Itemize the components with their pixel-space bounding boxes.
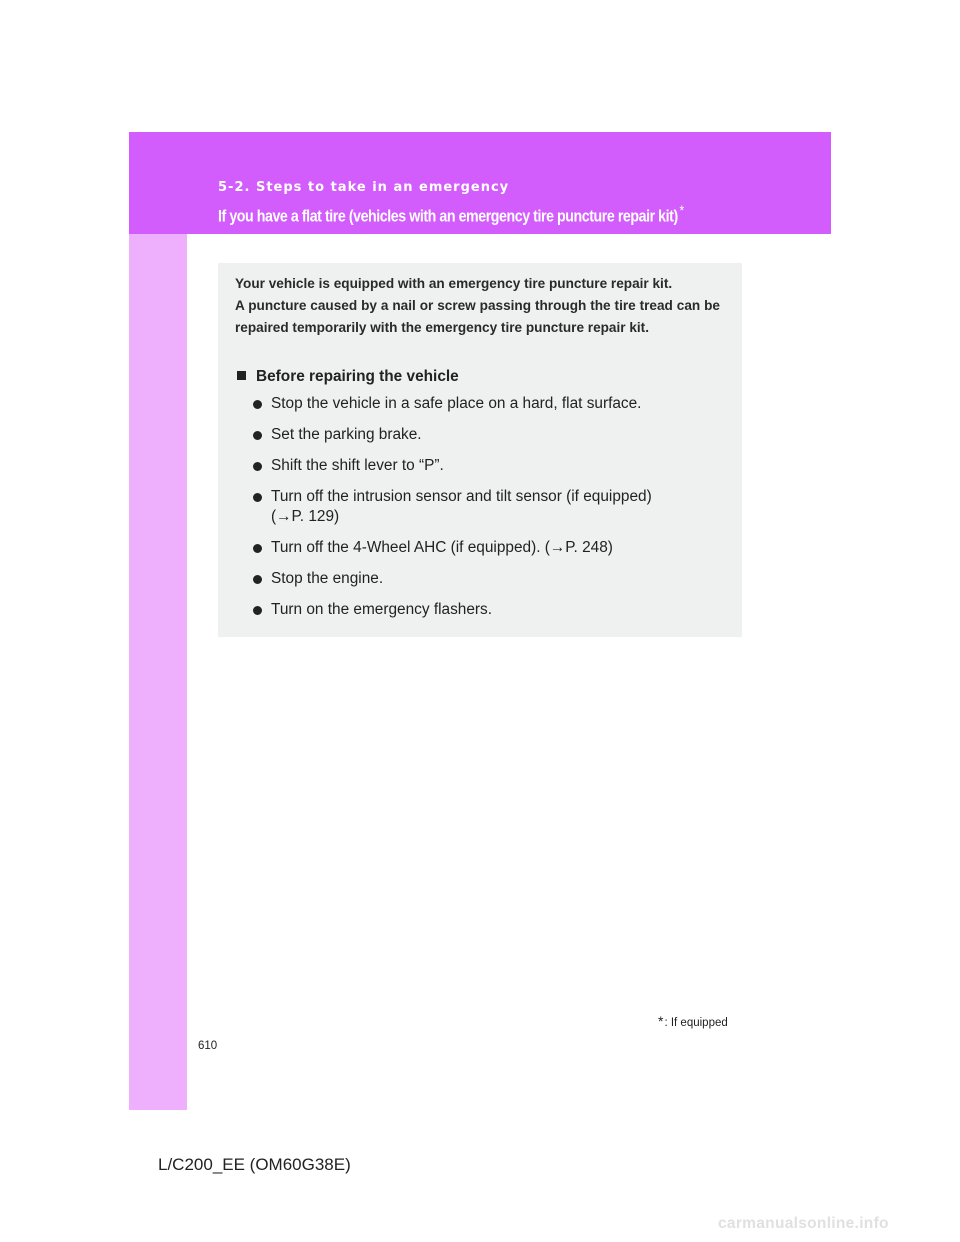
bullet-icon [253,493,262,502]
list-item [253,425,652,445]
page-reference: (→P. 129) [271,508,340,525]
bullet-icon [253,462,262,471]
bullet-icon [253,606,262,615]
page-number: 610 [198,1040,218,1052]
bullet-icon [253,575,262,584]
list-item-text: Set the parking brake. [271,426,422,443]
footnote [658,1013,728,1029]
intro-line-2: A puncture caused by a nail or screw passing through the tire tread can be repaired temporarily with the emergency tire puncture repair kit. [235,297,720,335]
list-item [253,487,652,527]
asterisk-icon: * [679,202,684,218]
list-item-text: Stop the vehicle in a safe place on a hard, flat surface. [271,395,642,412]
list-item-text: Stop the engine. [271,570,384,587]
list-item [253,538,652,558]
bullet-icon [253,544,262,553]
list-item-text: Turn on the emergency flashers. [271,601,492,618]
list-item-text: Turn off the intrusion sensor and tilt sensor (if equipped) [271,488,652,505]
asterisk-icon: * [658,1013,664,1029]
page-title [218,202,684,227]
document-code: L/C200_EE (OM60G38E) [158,1155,351,1174]
bullet-icon [253,431,262,440]
subheading [237,368,459,386]
bullet-icon [253,400,262,409]
list-item [253,569,652,589]
subheading-label: Before repairing the vehicle [256,368,459,385]
side-strip [129,234,187,1110]
intro-text [235,273,720,338]
list-item-text: Turn off the 4-Wheel AHC (if equipped). (→P. 248) [271,539,613,556]
list-item [253,456,652,476]
list-item-text: Shift the shift lever to “P”. [271,457,444,474]
section-label: 5-2. Steps to take in an emergency [218,180,510,195]
list-item [253,394,652,414]
footnote-text: : If equipped [664,1017,728,1029]
info-box [218,263,742,637]
square-bullet-icon [237,371,246,380]
watermark: carmanualsonline.info [718,1215,889,1232]
page-title-text: If you have a flat tire (vehicles with an emergency tire puncture repair kit) [218,207,678,226]
checklist [253,394,652,631]
list-item [253,600,652,620]
intro-line-1: Your vehicle is equipped with an emergency tire puncture repair kit. [235,276,673,291]
